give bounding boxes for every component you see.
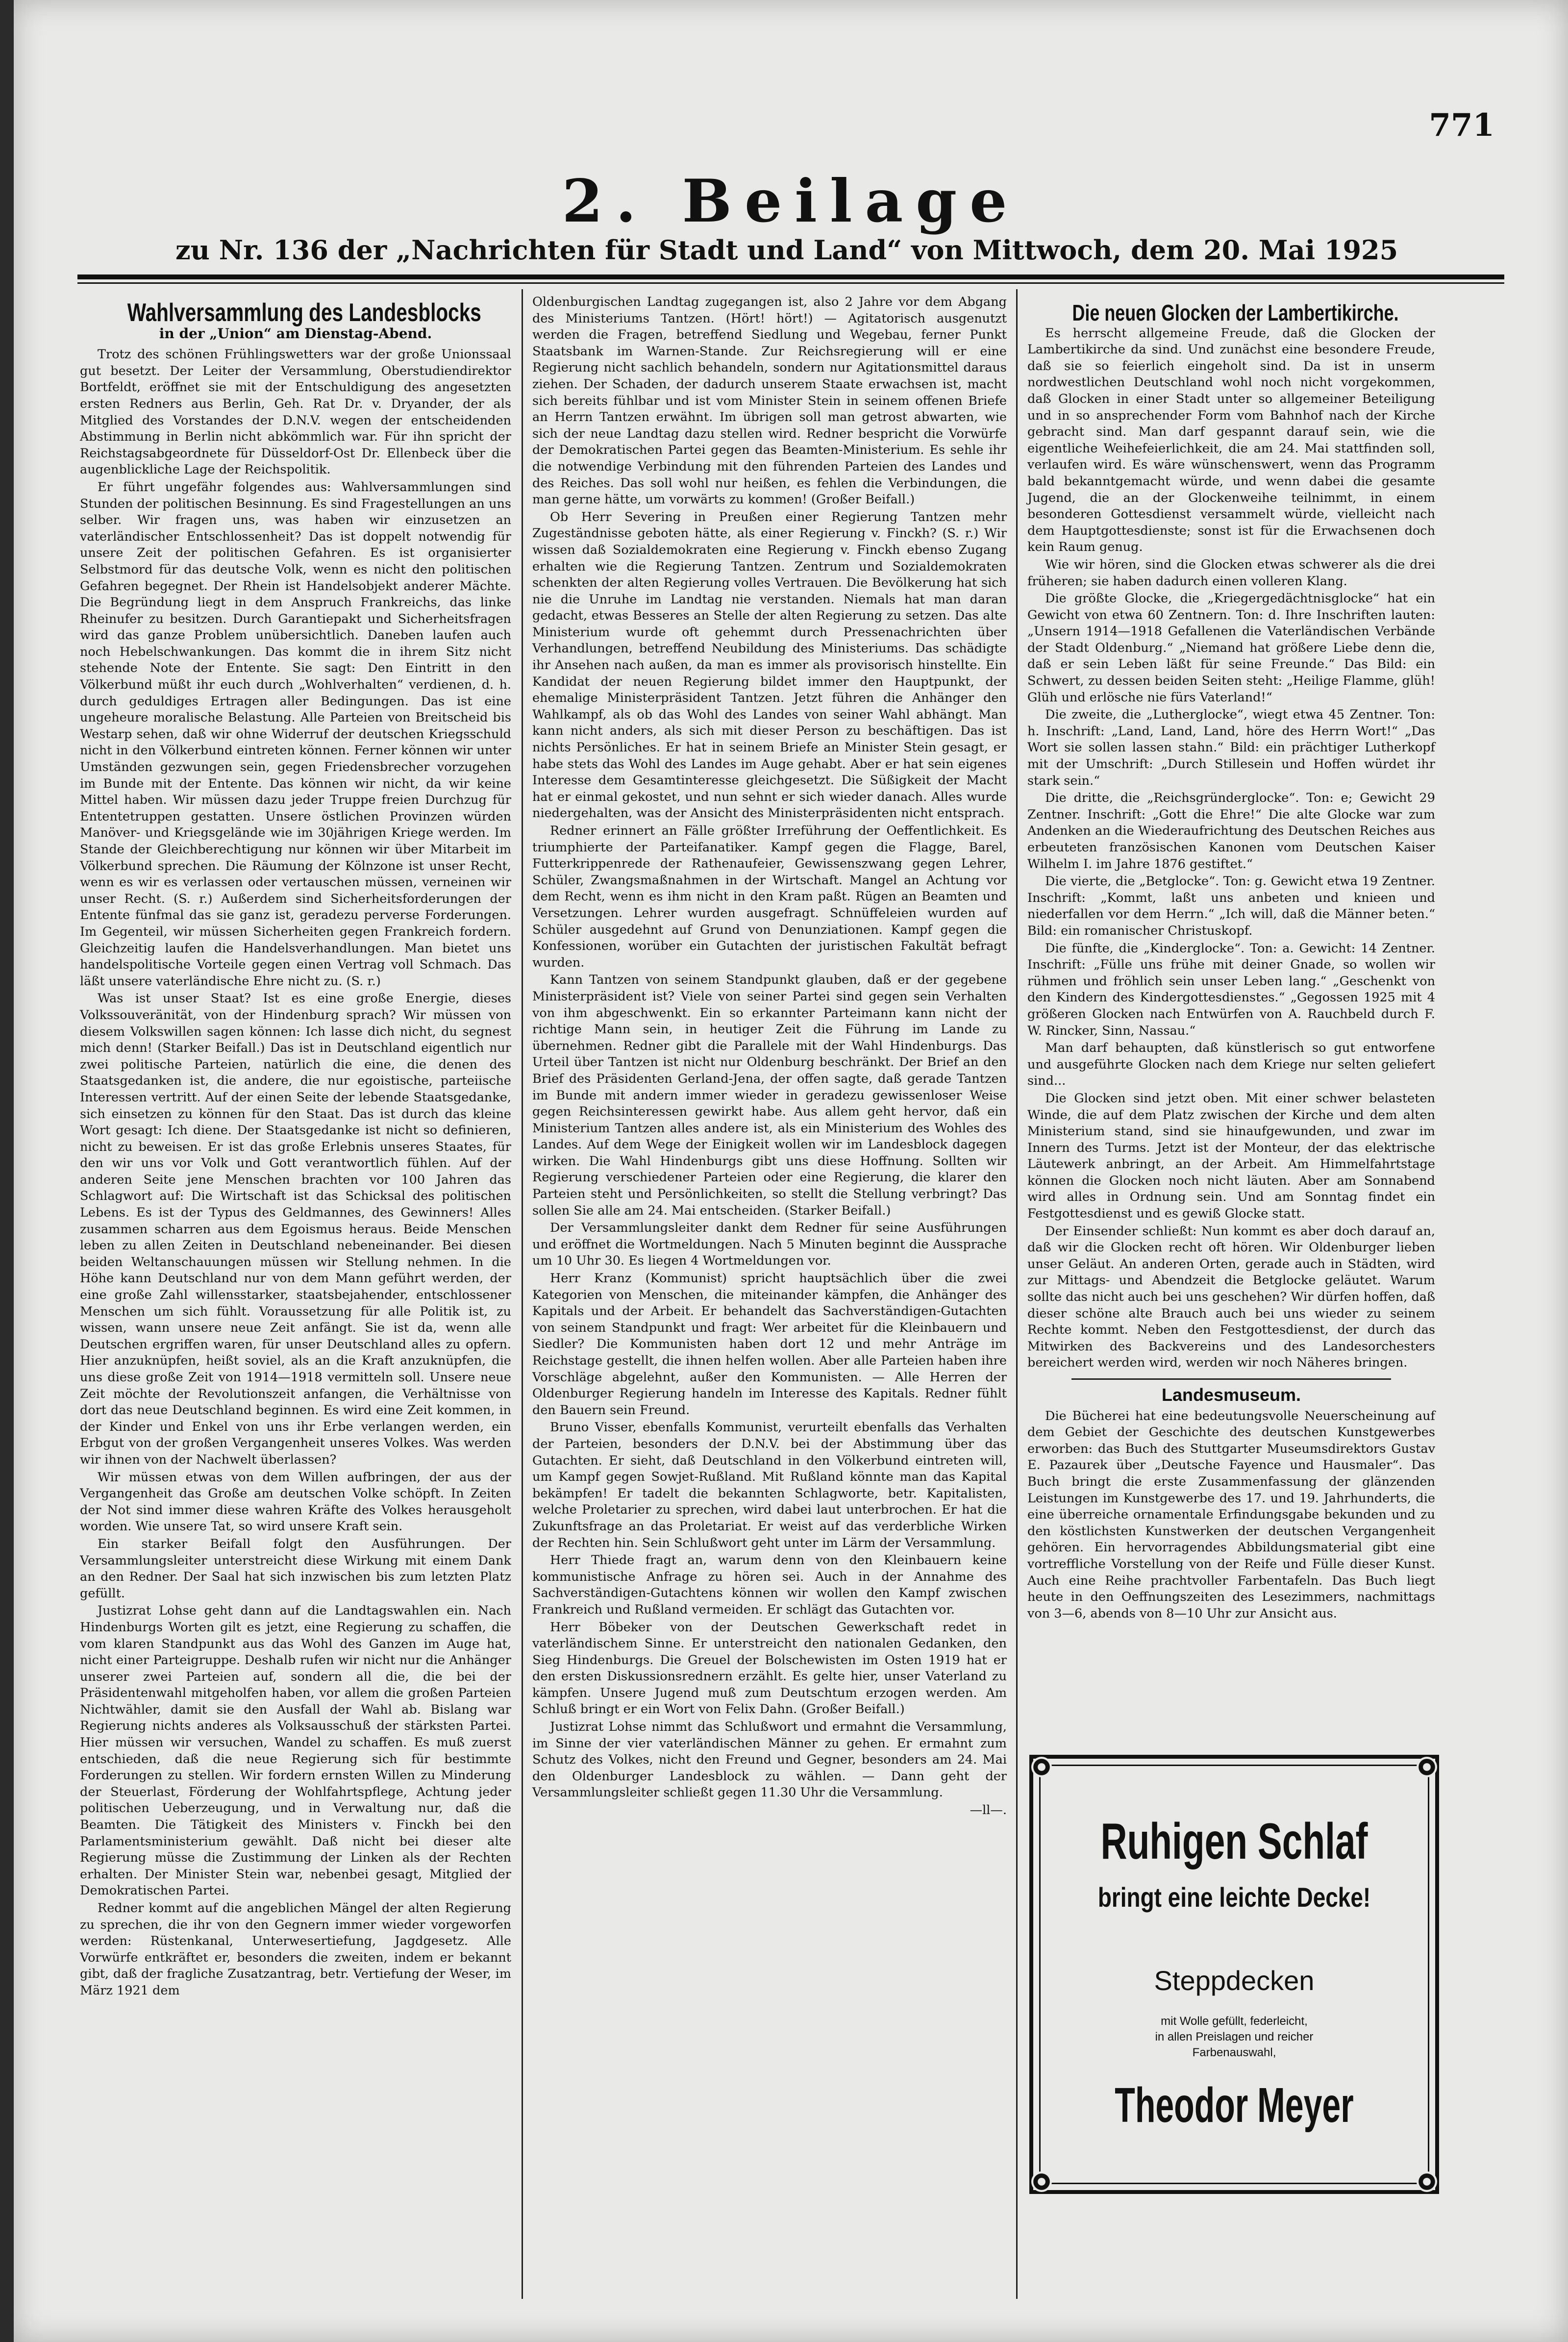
column-3 bbox=[1027, 294, 1435, 1623]
paragraph: Justizrat Lohse geht dann auf die Landtagswahlen ein. Nach Hindenburgs Worten gilt es jetzt, eine Regierung zu schaffen, die vom klaren Standpunkt aus das Wohl des Ganzen im Auge hat, nicht einer Parteigruppe. Deshalb rufen wir nicht nur die Anhänger unserer zwei Parteien auf, sondern all die, die bei der Präsidentenwahl mitgeholfen haben, vor allem die großen Parteien Nichtwähler, damit sie den Ausfall der Wahl ab. Bislang war Regierung nichts anderes als Volksausschuß der stärksten Partei. Hier müssen wir versuchen, Wandel zu schaffen. Es muß zuerst entschieden, daß die neue Regierung sich für bestimmte Forderungen zu stellen. Wir fordern ernsten Willen zu Minderung der Steuerlast, Förderung der Wohlfahrtspflege, Achtung jeder politischen Ueberzeugung, und in Verwaltung nur, daß die Beamten. Die Tätigkeit des Ministers v. Finckh bei den Parlamentsministerium gewählt. Daß nicht bei dieser alte Regierung müsse die Zustimmung der Linken als der Rechten erhalten. Der Minister Stein war, nebenbei gesagt, Mitglied der Demokratischen Partei. bbox=[80, 1603, 511, 1898]
paragraph: Die größte Glocke, die „Kriegergedächtnisglocke“ hat ein Gewicht von etwa 60 Zentnern. Ton: d. Ihre Inschriften lauten: „Unsern 1914—1918 Gefallenen die Vaterländischen Verbände der Stadt Oldenburg.“ „Niemand hat größere Liebe denn die, daß er sein Leben läßt für seine Freunde.“ Das Bild: ein Schwert, zu dessen beiden Seiten steht: „Heilige Flamme, glüh! Glüh und erlösche nie fürs Vaterland!“ bbox=[1027, 591, 1435, 705]
paragraph: Bruno Visser, ebenfalls Kommunist, verurteilt ebenfalls das Verhalten der Parteien, besonders der D.N.V. bei der Abstimmung über das Gutachten. Er sieht, daß Deutschland in den Völkerbund eintreten will, um Kampf gegen Sowjet-Rußland. Mit Rußland könnte man das Kapital bekämpfen! Er tadelt die bekannten Schlagworte, betr. Kapitalisten, welche Proletarier zu sprechen, wird dabei laut unterbrochen. Er hat die Zukunftsfrage an das Proletariat. Er weist auf das verderbliche Wirken der Rechten hin. Sein Schlußwort geht unter im Lärm der Versammlung. bbox=[532, 1420, 1007, 1550]
paragraph: Die Bücherei hat eine bedeutungsvolle Neuerscheinung auf dem Gebiet der Geschichte des deutschen Kunstgewerbes erworben: das Buch des Stuttgarter Museumsdirektors Gustav E. Pazaurek über „Deutsche Fayence und Hausmaler“. Das Buch bringt die erste Zusammenfassung der glänzenden Leistungen im Kunstgewerbe des 17. und 19. Jahrhunderts, die eine überreiche ornamentale Erfindungsgabe bekunden und zu den köstlichsten Kunstwerken der deutschen Vergangenheit gehören. Ein hervorragendes Abbildungsmaterial gibt eine vortreffliche Vorstellung von der Reife und Fülle dieser Kunst. Auch eine Reihe prachtvoller Farbentafeln. Das Buch liegt heute in den Oeffnungszeiten des Lesezimmers, nachmittags von 3—6, abends von 8—10 Uhr zur Ansicht aus. bbox=[1027, 1408, 1435, 1621]
paragraph: Kann Tantzen von seinem Standpunkt glauben, daß er der gegebene Ministerpräsident ist? Viele von seiner Partei sind gegen sein Verhalten von ihm abgeschwenkt. Ein so erkannter Parteimann kann nicht der richtige Mann sein, in heutiger Zeit die Führung im Lande zu übernehmen. Redner gibt die Parallele mit der Wahl Hindenburgs. Das Urteil über Tantzen ist nicht nur Oldenburg beschränkt. Der Brief an den Brief des Präsidenten Gerland-Jena, der offen sagte, daß gerade Tantzen im Bunde mit andern immer wieder in geradezu gewissenloser Weise gegen Reichsinteressen gewirkt habe. Aus allem geht hervor, daß ein Ministerium Tantzen alles andere ist, als ein Ministerium des Wohles des Landes. Auf dem Wege der Einigkeit wollen wir im Landesblock dagegen wirken. Die Wahl Hindenburgs gibt uns diese Hoffnung. Sollten wir Regierung verschiedener Parteien oder eine Regierung, die klarer den Parteien steht und Persönlichkeiten, so stellt die Stellung verbringt? Das sollen Sie alle am 24. Mai entscheiden. (Starker Beifall.) bbox=[532, 972, 1007, 1218]
paragraph: Wir müssen etwas von dem Willen aufbringen, der aus der Vergangenheit das Große am deutschen Volke schöpft. In Zeiten der Not sind immer diese wahren Kräfte des Volkes herausgeholt worden. Wie unsere Tat, so wird unsere Kraft sein. bbox=[80, 1470, 511, 1534]
ad-detail-line: mit Wolle gefüllt, federleicht, bbox=[1161, 2015, 1308, 2028]
column-2 bbox=[532, 294, 1007, 1820]
paragraph: Justizrat Lohse nimmt das Schlußwort und ermahnt die Versammlung, im Sinne der vier vaterländischen Männer zu gehen. Er ermahnt zum Schutz des Volkes, nicht den Freund und Gegner, besonders am 24. Mai den Oldenburger Landesblock zu wählen. — Dann geht der Versammlungsleiter schließt gegen 11.30 Uhr die Versammlung. bbox=[532, 1719, 1007, 1800]
article-separator bbox=[1071, 1378, 1391, 1380]
paragraph: Oldenburgischen Landtag zugegangen ist, also 2 Jahre vor dem Abgang des Ministeriums Tantzen. (Hört! hört!) — Agitatorisch ausgenutzt werden die Fragen, betreffend Siedlung und Wegebau, ferner Punkt Staatsbank im Warnen-Stande. Zur Reichsregierung will er eine Regierung nicht sachlich behandeln, sondern nur Agitationsmittel daraus ziehen. Der Schaden, der dadurch unserem Staate erwachsen ist, macht sich bereits fühlbar und ist vom Minister Stein in seinem offenen Briefe an Herrn Tantzen erwähnt. Im übrigen soll man getrost abwarten, wie sich der neue Landtag dazu stellen wird. Redner bespricht die Vorwürfe der Demokratischen Partei gegen das Beamten-Ministerium. Es sehle ihr die notwendige Verbindung mit den führenden Parteien des Landes und des Reiches. Das soll wohl nur heißen, es fehlen die Verbindungen, die man gerne hätte, um vorwärts zu kommen! (Großer Beifall.) bbox=[532, 295, 1007, 507]
paragraph: Die Glocken sind jetzt oben. Mit einer schwer belasteten Winde, die auf dem Platz zwischen der Kirche und dem alten Ministerium stand, sind sie hinaufgewunden, und zwar im Innern des Turms. Jetzt ist der Monteur, der das elektrische Läutewerk anbringt, an der Arbeit. Am Himmelfahrtstage können die Glocken noch nicht läuten. Aber am Sonnabend wird alles in Ordnung sein. Und am Sonntag findet ein Festgottesdienst und es gewiß Glocke statt. bbox=[1027, 1091, 1435, 1221]
ad-headline: Ruhigen Schlaf bbox=[1100, 1813, 1368, 1870]
paragraph: Man darf behaupten, daß künstlerisch so gut entworfene und ausgeführte Glocken nach dem Kriege nur selten geliefert sind... bbox=[1027, 1041, 1435, 1089]
corner-ornament-icon bbox=[1417, 2171, 1437, 2192]
corner-ornament-icon bbox=[1031, 1757, 1052, 1777]
ad-product: Steppdecken bbox=[1154, 1965, 1315, 1996]
supplement-title: 2. Beilage bbox=[562, 167, 1020, 236]
column-1 bbox=[80, 294, 511, 2000]
paragraph: Der Einsender schließt: Nun kommt es aber doch darauf an, daß wir die Glocken recht oft hören. Wir Oldenburger lieben unser Geläut. An anderen Orten, gerade auch in Städten, wird zur Mittags- und Abendzeit die Betglocke geläutet. Warum sollte das nicht auch bei uns geschehen? Wir dürfen hoffen, daß dieser schöne alte Brauch auch bei uns wieder zu seinem Rechte kommt. Neben den Festgottesdienst, der durch das Mitwirken des Backvereins und des Landesorchesters bereichert werden wird, werden wir noch Näheres bringen. bbox=[1027, 1223, 1435, 1370]
paragraph: Die zweite, die „Lutherglocke“, wiegt etwa 45 Zentner. Ton: h. Inschrift: „Land, Land, Land, höre des Herrn Wort!“ „Das Wort sie sollen lassen stahn.“ Bild: ein prächtiger Lutherkopf mit der Umschrift: „Durch Stillesein und Hoffen würdet ihr stark sein.“ bbox=[1027, 707, 1435, 788]
paragraph: Ob Herr Severing in Preußen einer Regierung Tantzen mehr Zugeständnisse geboten hätte, als einer Regierung v. Finckh? (S. r.) Wir wissen daß Sozialdemokraten eine Regierung v. Finckh ebenso Zugang erhalten wie die Regierung Tantzen. Zentrum und Sozialdemokraten schenkten der alten Regierung volles Vertrauen. Die Bevölkerung hat sich nie die Unruhe im Landtag nie verstanden. Niemals hat man daran gedacht, etwas Besseres an Stelle der alten Regierung zu setzen. Das alte Ministerium wurde oft gehemmt durch Pressenachrichten über Verhandlungen, betreffend Neubildung des Ministeriums. Das schädigte ihr Ansehen nach außen, da man es immer als provisorisch hinstellte. Ein Kandidat der neuen Regierung bildet immer den Hauptpunkt, der ehemalige Ministerpräsident Tantzen. Jetzt führen die Anhänger den Wahlkampf, als ob das Wohl des Landes von seiner Wahl abhängt. Man kann nicht anders, als sich mit dieser Person zu beschäftigen. Das ist nichts Persönliches. Er hat in seinem Briefe an Minister Stein gesagt, er habe stets das Wohl des Landes im Auge gehabt. Aber er hat sein eigenes Interesse dem Gesamtinteresse gleichgesetzt. Die Süßigkeit der Macht hat er einmal gekostet, und nun sehnt er sich wieder danach. Alles wurde niedergehalten, was der Ansicht des Ministerpräsidenten nicht entsprach. bbox=[532, 509, 1007, 821]
ad-subline: bringt eine leichte Decke! bbox=[1097, 1882, 1371, 1913]
advertisement-box bbox=[1029, 1755, 1439, 2194]
supplement-subtitle: zu Nr. 136 der „Nachrichten für Stadt und Land“ von Mittwoch, dem 20. Mai 1925 bbox=[175, 234, 1398, 266]
paragraph: Er führt ungefähr folgendes aus: Wahlversammlungen sind Stunden der politischen Besinnung. Es sind Fragestellungen an uns selber. Wir fragen uns, was haben wir einzusetzen an vaterländischer Entschlossenheit? Das ist doppelt notwendig für unsere Zeit der politischen Gefahren. Es ist organisierter Selbstmord für das deutsche Volk, wenn es nicht den politischen Gefahren begegnet. Der Rhein ist Handelsobjekt anderer Mächte. Die Begründung liegt in dem Anspruch Frankreichs, das linke Rheinufer zu besitzen. Durch Garantiepakt und Sicherheitsfragen wird das ganze Problem unübersichtlich. Daneben laufen auch noch Hebelschwankungen. Das kommt die in ihrem Sitz nicht stehende Note der Entente. Sie sagt: Den Eintritt in den Völkerbund müßt ihr euch durch „Wohlverhalten“ verdienen, d. h. durch geduldiges Ertragen aller Bedingungen. Das ist eine ungeheure moralische Belastung. Alle Parteien von Breitscheid bis Westarp sehen, daß wir ohne Widerruf der deutschen Kriegsschuld nicht in den Völkerbund eintreten können. Ferner können wir unter Umständen gezwungen sein, gegen Friedensbrecher vorzugehen im Bunde mit der Entente. Das können wir nicht, da wir keine Mittel haben. Wir müssen dazu jeder Truppe freien Durchzug für Ententetruppen gestatten. Unsere östlichen Provinzen würden Manöver- und Kriegsgelände wie im 30jährigen Kriege werden. Im Stande der Gleichberechtigung nur können wir über Mitarbeit im Völkerbund sprechen. Die Räumung der Kölnzone ist unser Recht, wenn es wir es verlassen oder vertauschen müssen, verneinen wir unser Recht. (S. r.) Außerdem sind Sicherheitsforderungen der Entente fünfmal das sie ganz ist, geradezu perverse Forderungen. Im Gegenteil, wir müssen Sicherheiten gegen Frankreich fordern. Gleichzeitig laufen die Handelsverhandlungen. Man bietet uns handelspolitische Vorteile gegen einen Vertrag voll Schmach. Das läßt unsere vaterländische Ehre nicht zu. (S. r.) bbox=[80, 479, 511, 989]
column-divider-2 bbox=[1016, 289, 1018, 2299]
ad-details bbox=[1033, 2014, 1435, 2061]
article-heading-glocken: Die neuen Glocken der Lambertikirche. bbox=[1072, 300, 1399, 325]
article-subheading: in der „Union“ am Dienstag-Abend. bbox=[159, 325, 432, 342]
paragraph: Redner erinnert an Fälle größter Irreführung der Oeffentlichkeit. Es triumphierte der Parteifanatiker. Kampf gegen die Flagge, Barel, Futterkrippenrede der Rathenaufeier, Gewissenszwang gegen Lehrer, Schüler, Zwangsmaßnahmen in der Wirtschaft. Mangel an Achtung vor dem Recht, wenn es ihm nicht in den Kram paßt. Rügen an Beamten und Versetzungen. Lehrer wurden ausgefragt. Schnüffeleien wurden auf Schüler ausgedehnt auf Grund von Denunziationen. Kampf gegen die Konfessionen, worüber ein Gutachten der juristischen Fakultät befragt wurden. bbox=[532, 823, 1007, 970]
ad-detail-line: Farbenauswahl, bbox=[1192, 2046, 1276, 2059]
paragraph: Redner kommt auf die angeblichen Mängel der alten Regierung zu sprechen, die ihr von den Gegnern immer wieder vorgeworfen werden: Rüstenkanal, Unterwesertiefung, Jagdgesetz. Alle Vorwürfe entkräftet er, besonders die zweiten, indem er bekannt gibt, daß der fragliche Zusatzantrag, betr. Vertiefung der Weser, im März 1921 dem bbox=[80, 1901, 511, 1998]
paragraph: Die fünfte, die „Kinderglocke“. Ton: a. Gewicht: 14 Zentner. Inschrift: „Fülle uns frühe mit deiner Gnade, so wollen wir rühmen und fröhlich sein unser Leben lang.“ „Geschenkt von den Kindern des Kindergottesdienstes.“ „Gegossen 1925 mit 4 größeren Glocken nach Entwürfen von A. Rauchbeld durch F. W. Rincker, Sinn, Nassau.“ bbox=[1027, 941, 1435, 1038]
column-divider-1 bbox=[522, 289, 523, 2299]
paragraph: Die vierte, die „Betglocke“. Ton: g. Gewicht etwa 19 Zentner. Inschrift: „Kommt, laßt uns anbeten und knieen und niederfallen vor dem Herrn.“ „Ich will, daß die Männer beten.“ Bild: ein romanischer Christuskopf. bbox=[1027, 874, 1435, 938]
corner-ornament-icon bbox=[1417, 1757, 1437, 1777]
paragraph: Es herrscht allgemeine Freude, daß die Glocken der Lambertikirche da sind. Und zunächst eine besondere Freude, daß sie so feierlich eingeholt sind. Da ist in unserm nordwestlichen Deutschland wohl noch nicht vorgekommen, daß Glocken in einer Stadt unter so allgemeiner Beteiligung und in so ansprechender Form vom Bahnhof nach der Kirche gebracht sind. Man darf gespannt darauf sein, wie die eigentliche Weihefeierlichkeit, die am 24. Mai stattfinden soll, verlaufen wird. Es wäre wünschenswert, wenn das Programm bald bekanntgemacht würde, und wenn dabei die gesamte Jugend, die an der Glockenweihe teilnimmt, in einem besonderen Gottesdienst versammelt würde, vielleicht nach dem Hauptgottesdienste; sonst ist für die Erwachsenen doch kein Raum genug. bbox=[1027, 325, 1435, 555]
article-heading-wahlversammlung: Wahlversammlung des Landesblocks bbox=[127, 299, 481, 327]
article-signature: —ll—. bbox=[970, 1803, 1007, 1818]
paragraph: Ein starker Beifall folgt den Ausführungen. Der Versammlungsleiter unterstreicht diese Wirkung mit einem Dank an den Redner. Der Saal hat sich inzwischen bis zum letzten Platz gefüllt. bbox=[80, 1536, 511, 1601]
paragraph: Die dritte, die „Reichsgründerglocke“. Ton: e; Gewicht 29 Zentner. Inschrift: „Gott die Ehre!“ Die alte Glocke war zum Andenken an die Wiederaufrichtung des Deutschen Reiches aus erbeuteten französischen Kanonen vom Deutschen Kaiser Wilhelm I. im Jahre 1876 gestiftet.“ bbox=[1027, 791, 1435, 872]
paragraph: Herr Thiede fragt an, warum denn von den Kleinbauern keine kommunistische Anfrage zu hören sei. Auch in der Annahme des Sachverständigen-Gutachtens können wir wollen den Kampf zwischen Frankreich und Rußland vermeiden. Er schlägt das Gutachten vor. bbox=[532, 1553, 1007, 1617]
newspaper-page bbox=[14, 0, 1568, 2342]
paragraph: Was ist unser Staat? Ist es eine große Energie, dieses Volkssouveränität, von der Hindenburg sprach? Wir müssen von diesem Volkswillen sagen können: Ich lasse dich nicht, du segnest mich denn! (Starker Beifall.) Das ist in Deutschland eigentlich nur zwei politische Parteien, natürlich die eine, die denen des Staatsgedanken ist, die andere, die nur egoistische, parteiische Interessen vertritt. Auf der einen Seite der lebende Staatsgedanke, sich einsetzen zu können für den Staat. Das ist durch das kleine Wort gesagt: Ich diene. Der Staatsgedanke ist nicht so definieren, nicht zu beweisen. Er ist das große Erlebnis unseres Staates, für den wir uns vor Volk und Gott verantwortlich fühlen. Auf der anderen Seite jene Menschen brachten vor 100 Jahren das Schlagwort auf: Die Wirtschaft ist das Schicksal des politischen Lebens. Es ist der Typus des Geldmannes, des Gewinners! Alles zusammen scharren aus dem Egoismus heraus. Beide Menschen leben zu allen Zeiten in Deutschland nebeneinander. Bei diesen beiden Weltanschauungen müssen wir Stellung nehmen. In die Höhe kann Deutschland nur von dem Mann geführt werden, der eine große Zahl willensstarker, staatsbejahender, entschlossener Menschen um sich fühlt. Voraussetzung für alle Politik ist, zu wissen, wann unsere neue Zeit anfängt. Sie ist da, wenn alle Deutschen ergriffen waren, für unser Deutschland alles zu opfern. Hier anzuknüpfen, heißt soviel, als an die Kraft anzuknüpfen, die uns diese große Zeit von 1914—1918 vermitteln soll. Unsere neue Zeit möchte der Revolutionszeit anfangen, die Verhältnisse von dort das neue Deutschland beginnen. Es wird eine Zeit kommen, in der Kinder und Enkel von uns ihr Erbe verlangen werden, ein Erbgut von der großen Vergangenheit unseres Volkes. Was werden wir ihnen von der Nachwelt überlassen? bbox=[80, 991, 511, 1467]
corner-ornament-icon bbox=[1031, 2171, 1052, 2192]
paragraph: Herr Kranz (Kommunist) spricht hauptsächlich über die zwei Kategorien von Menschen, die miteinander kämpfen, die Anhänger des Kapitals und der Arbeit. Er behandelt das Sachverständigen-Gutachten von seinem Standpunkt und fragt: Wer arbeitet für die Kleinbauern und Siedler? Die Kommunisten haben dort 12 und mehr Anträge im Reichstage gestellt, die ihnen helfen wollen. Aber alle Parteien haben ihre Vorschläge abgelehnt, außer den Kommunisten. — Alle Herren der Oldenburger Regierung handeln im Interesse des Kapitals. Redner fühlt den Bauern sein Freund. bbox=[532, 1271, 1007, 1418]
paragraph: Herr Böbeker von der Deutschen Gewerkschaft redet in vaterländischem Sinne. Er unterstreicht den nationalen Gedanken, den Sieg Hindenburgs. Die Greuel der Bolschewisten im Osten 1919 hat er den ersten Diskussionsrednern erzählt. Es gelte hier, unser Vaterland zu kämpfen. Unsere Jugend muß zum Deutschtum erzogen werden. Am Schluß bringt er ein Wort von Felix Dahn. (Großer Beifall.) bbox=[532, 1619, 1007, 1717]
masthead-rule bbox=[77, 274, 1504, 279]
article-heading-landesmuseum: Landesmuseum. bbox=[1161, 1385, 1301, 1405]
paragraph: Trotz des schönen Frühlingswetters war der große Unionssaal gut besetzt. Der Leiter der Versammlung, Oberstudiendirektor Bortfeldt, eröffnet sie mit der Entschuldigung des angesetzten ersten Redners aus Berlin, Geh. Rat Dr. v. Dryander, der als Mitglied des Vorstandes der D.N.V. wegen der entscheidenden Abstimmung in Berlin nicht abkömmlich war. Für ihn spricht der Reichstagsabgeordnete für Düsseldorf-Ost Dr. Ellenbeck über die augenblickliche Lage der Reichspolitik. bbox=[80, 347, 511, 477]
paragraph: Wie wir hören, sind die Glocken etwas schwerer als die drei früheren; sie haben dadurch einen volleren Klang. bbox=[1027, 557, 1435, 589]
masthead-rule-thin bbox=[77, 282, 1504, 284]
ad-detail-line: in allen Preislagen und reicher bbox=[1155, 2030, 1314, 2043]
ad-company-name: Theodor Meyer bbox=[1115, 2078, 1354, 2133]
page-number: 771 bbox=[1429, 107, 1494, 144]
paragraph: Der Versammlungsleiter dankt dem Redner für seine Ausführungen und eröffnet die Wortmeldungen. Nach 5 Minuten beginnt die Aussprache um 10 Uhr 30. Es liegen 4 Wortmeldungen vor. bbox=[532, 1221, 1007, 1269]
